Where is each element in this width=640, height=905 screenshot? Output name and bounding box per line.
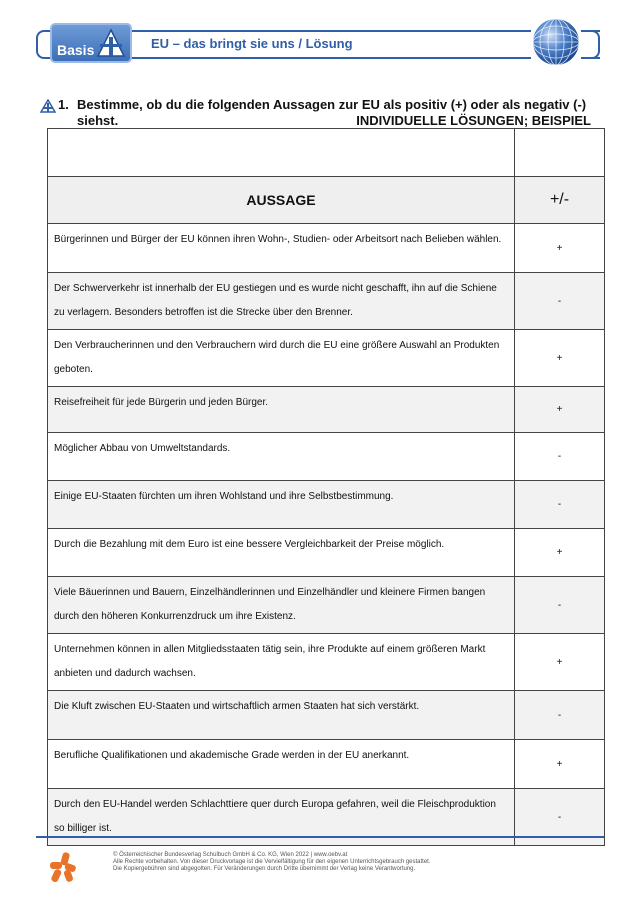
sign-cell: + [515, 224, 605, 273]
table-row [48, 433, 605, 481]
sign-cell: + [515, 740, 605, 789]
globe-icon [531, 17, 581, 67]
table-body [48, 224, 605, 846]
statement-cell: Berufliche Qualifikationen und akademische Grade werden in der EU anerkannt. [48, 740, 515, 789]
sign-cell: - [515, 433, 605, 481]
table-row [48, 577, 605, 634]
logo-text: Basis [57, 42, 95, 58]
statement-cell: Durch die Bezahlung mit dem Euro ist eine bessere Vergleichbarkeit der Preise möglich. [48, 529, 515, 577]
footer-line3: Die Kopiergebühren sind abgegolten. Für Veränderungen durch Dritte übernimmt der Verlag keine Verantwortung. [113, 866, 416, 872]
table-row [48, 224, 605, 273]
table-row [48, 691, 605, 740]
task-number: 1. [58, 97, 69, 112]
footer-text [113, 852, 431, 873]
footer-line2: Alle Rechte vorbehalten. Von dieser Druckvorlage ist die Vervielfältigung für den eigenen Unterrichtsgebrauch gestattet. [113, 859, 431, 865]
column-header-sign: +/- [515, 177, 605, 224]
difficulty-triangle-icon [40, 99, 56, 113]
sign-cell: + [515, 330, 605, 387]
footer-divider [36, 836, 604, 838]
publisher-logo-icon [50, 852, 76, 882]
statement-cell: Unternehmen können in allen Mitgliedsstaaten tätig sein, ihre Produkte auf einem größeren Markt anbieten und dadurch wachsen. [48, 634, 515, 691]
table-row [48, 330, 605, 387]
statement-cell: Die Kluft zwischen EU-Staaten und wirtschaftlich armen Staaten hat sich verstärkt. [48, 691, 515, 740]
table-row [48, 529, 605, 577]
statement-cell: Durch den EU-Handel werden Schlachttiere quer durch Europa gefahren, weil die Fleischproduktion so billiger ist. [48, 789, 515, 846]
statement-cell: Reisefreiheit für jede Bürgerin und jeden Bürger. [48, 387, 515, 433]
page-title: EU – das bringt sie uns / Lösung [145, 36, 359, 51]
basis-logo [50, 23, 132, 63]
statement-table [47, 128, 605, 846]
sign-cell: - [515, 273, 605, 330]
table-row [48, 387, 605, 433]
sign-cell: + [515, 529, 605, 577]
task-note: INDIVIDUELLE LÖSUNGEN; BEISPIEL [356, 113, 591, 128]
statement-cell: Den Verbraucherinnen und den Verbrauchern wird durch die EU eine größere Auswahl an Produkten geboten. [48, 330, 515, 387]
statement-cell: Möglicher Abbau von Umweltstandards. [48, 433, 515, 481]
footer-line1: © Österreichischer Bundesverlag Schulbuch GmbH & Co. KG, Wien 2022 | www.oebv.at [113, 852, 348, 858]
statement-cell: Der Schwerverkehr ist innerhalb der EU gestiegen und es wurde nicht geschafft, ihn auf die Schiene zu verlagern. Besonders betroffen ist die Strecke über den Brenner. [48, 273, 515, 330]
table-row [48, 481, 605, 529]
table-row [48, 740, 605, 789]
sign-cell: - [515, 577, 605, 634]
statement-cell: Einige EU-Staaten fürchten um ihren Wohlstand und ihre Selbstbestimmung. [48, 481, 515, 529]
task-text-line2: siehst. [77, 113, 119, 128]
header-frame-right [588, 30, 600, 59]
table-row [48, 273, 605, 330]
column-header-statement: AUSSAGE [48, 177, 515, 224]
task-text-line1: Bestimme, ob du die folgenden Aussagen zur EU als positiv (+) oder als negativ (-) [77, 97, 587, 112]
statement-cell: Bürgerinnen und Bürger der EU können ihren Wohn-, Studien- oder Arbeitsort nach Belieben wählen. [48, 224, 515, 273]
sign-cell: - [515, 481, 605, 529]
statement-cell: Viele Bäuerinnen und Bauern, Einzelhändlerinnen und Einzelhändler und kleinere Firmen bangen durch den höheren Konkurrenzdruck um ihre Existenz. [48, 577, 515, 634]
triangle-icon [96, 28, 126, 60]
sign-cell: - [515, 691, 605, 740]
sign-cell: - [515, 789, 605, 846]
blank-row [48, 129, 605, 177]
table-header-row [48, 177, 605, 224]
sign-cell: + [515, 634, 605, 691]
sign-cell: + [515, 387, 605, 433]
table-row [48, 634, 605, 691]
